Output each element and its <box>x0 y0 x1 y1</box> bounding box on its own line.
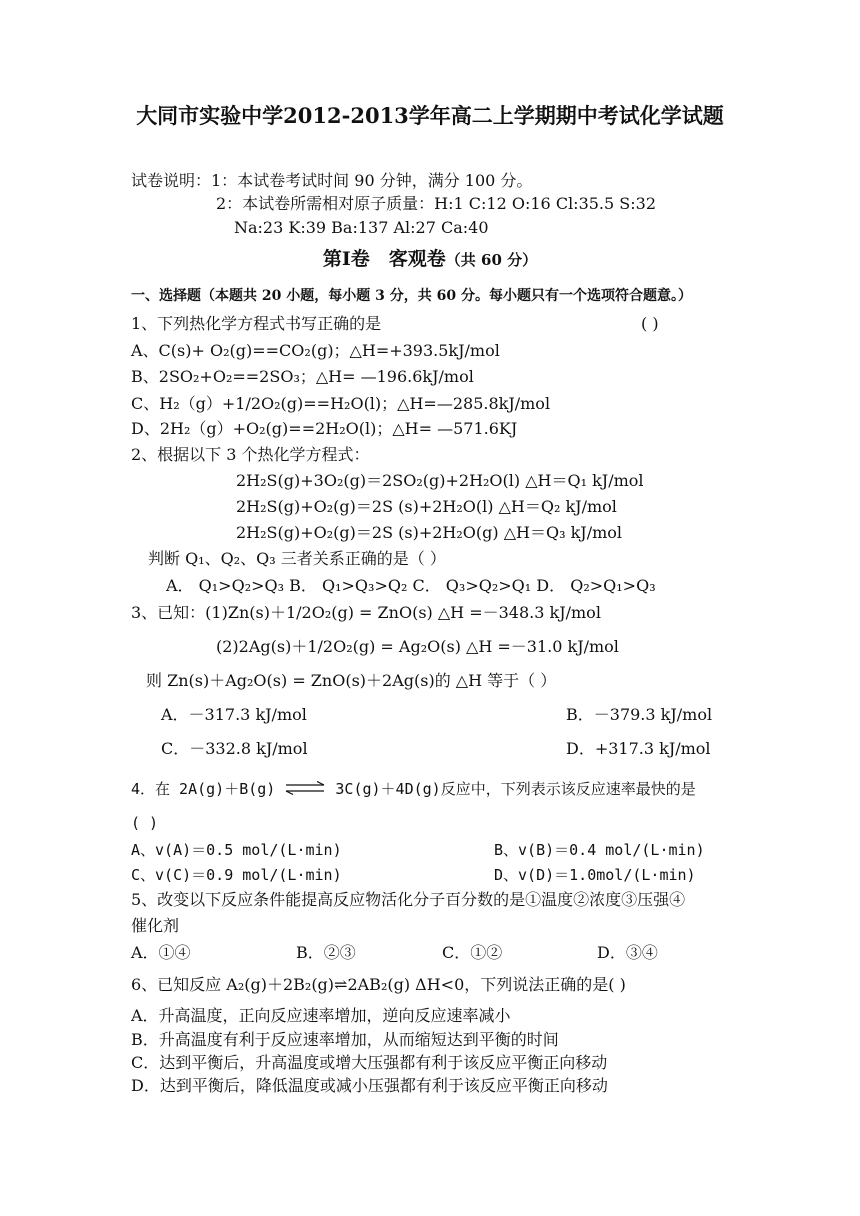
q4-option-d: D、v(D)＝1.0mol/(L·min) <box>494 866 696 884</box>
q3-equation-2: (2)2Ag(s)＋1/2O₂(g) = Ag₂O(s) △H =－31.0 kJ/mol <box>216 637 619 656</box>
q1-option-a: A、C(s)+ O₂(g)==CO₂(g)；△H=+393.5kJ/mol <box>131 341 500 360</box>
q6-option-a: A．升高温度，正向反应速率增加，逆向反应速率减小 <box>131 1006 511 1025</box>
exam-title: 大同市实验中学2012-2013学年高二上学期期中考试化学试题 <box>136 103 724 128</box>
q5-stem-line-1: 5、改变以下反应条件能提高反应物活化分子百分数的是①温度②浓度③压强④ <box>131 890 686 909</box>
q4-stem-pre: 4．在 2A(g)＋B(g) <box>131 780 276 798</box>
q5-option-d: D．③④ <box>597 943 658 962</box>
q5-option-a: A．①④ <box>131 943 191 962</box>
q2-stem: 2、根据以下 3 个热化学方程式： <box>131 445 370 464</box>
section-heading <box>0 249 860 270</box>
q6-stem: 6、已知反应 A₂(g)＋2B₂(g)⇌2AB₂(g) ΔH<0，下列说法正确的是( ) <box>131 975 626 994</box>
q3-stem: 3、已知：(1)Zn(s)＋1/2O₂(g) = ZnO(s) △H =－348.3 kJ/mol <box>131 603 601 622</box>
q3-option-a: A．－317.3 kJ/mol <box>161 705 307 724</box>
q4-stem <box>131 779 696 799</box>
q6-option-b: B．升高温度有利于反应速率增加，从而缩短达到平衡的时间 <box>131 1030 559 1049</box>
section-subtitle: （共 60 分） <box>445 251 538 269</box>
q6-option-d: D．达到平衡后，降低温度或减小压强都有利于该反应平衡正向移动 <box>131 1076 608 1095</box>
q1-answer-paren: ( ) <box>641 314 659 333</box>
q6-option-c: C．达到平衡后，升高温度或增大压强都有利于该反应平衡正向移动 <box>131 1053 608 1072</box>
q2-equation-2: 2H₂S(g)+O₂(g)＝2S (s)+2H₂O(l) △H＝Q₂ kJ/mol <box>236 497 617 516</box>
q5-stem-line-2: 催化剂 <box>131 916 180 935</box>
q4-option-c: C、v(C)＝0.9 mol/(L·min) <box>131 866 342 884</box>
instructions-line-3: Na:23 K:39 Ba:137 Al:27 Ca:40 <box>234 218 489 237</box>
instructions-line-2: 2：本试卷所需相对原子质量：H:1 C:12 O:16 Cl:35.5 S:32 <box>216 194 656 213</box>
q4-answer-paren: ( ) <box>131 814 159 832</box>
q1-option-b: B、2SO₂+O₂==2SO₃；△H= —196.6kJ/mol <box>131 367 474 386</box>
equilibrium-arrows-icon <box>284 781 326 795</box>
q2-equation-3: 2H₂S(g)+O₂(g)＝2S (s)+2H₂O(g) △H＝Q₃ kJ/mol <box>236 523 623 542</box>
q2-equation-1: 2H₂S(g)+3O₂(g)＝2SO₂(g)+2H₂O(l) △H＝Q₁ kJ/mol <box>236 471 644 490</box>
q3-ask: 则 Zn(s)＋Ag₂O(s) = ZnO(s)＋2Ag(s)的 △H 等于（ ） <box>146 671 557 690</box>
q4-option-a: A、v(A)＝0.5 mol/(L·min) <box>131 841 342 859</box>
q2-options: A． Q₁>Q₂>Q₃ B． Q₁>Q₃>Q₂ C． Q₃>Q₂>Q₁ D． Q₂>Q₁>Q₃ <box>166 576 656 595</box>
q1-option-c: C、H₂（g）+1/2O₂(g)==H₂O(l)；△H=—285.8kJ/mol <box>131 394 551 413</box>
instructions-line-1: 试卷说明：1：本试卷考试时间 90 分钟，满分 100 分。 <box>131 171 533 190</box>
q2-judge: 判断 Q₁、Q₂、Q₃ 三者关系正确的是（ ） <box>148 549 446 568</box>
q5-option-c: C．①② <box>442 943 503 962</box>
q4-stem-post: 3C(g)＋4D(g)反应中，下列表示该反应速率最快的是 <box>335 780 696 798</box>
section-title: 第Ⅰ卷 客观卷 <box>322 248 446 270</box>
q4-option-b: B、v(B)＝0.4 mol/(L·min) <box>494 841 705 859</box>
q3-option-c: C．－332.8 kJ/mol <box>161 739 308 758</box>
q3-option-d: D．+317.3 kJ/mol <box>566 739 711 758</box>
part-heading: 一、选择题（本题共 20 小题，每小题 3 分，共 60 分。每小题只有一个选项符合题意。） <box>131 288 692 304</box>
q3-option-b: B．－379.3 kJ/mol <box>566 705 713 724</box>
q5-option-b: B．②③ <box>296 943 356 962</box>
q1-stem: 1、下列热化学方程式书写正确的是 <box>131 314 382 333</box>
q1-option-d: D、2H₂（g）+O₂(g)==2H₂O(l)；△H= —571.6KJ <box>131 419 518 438</box>
